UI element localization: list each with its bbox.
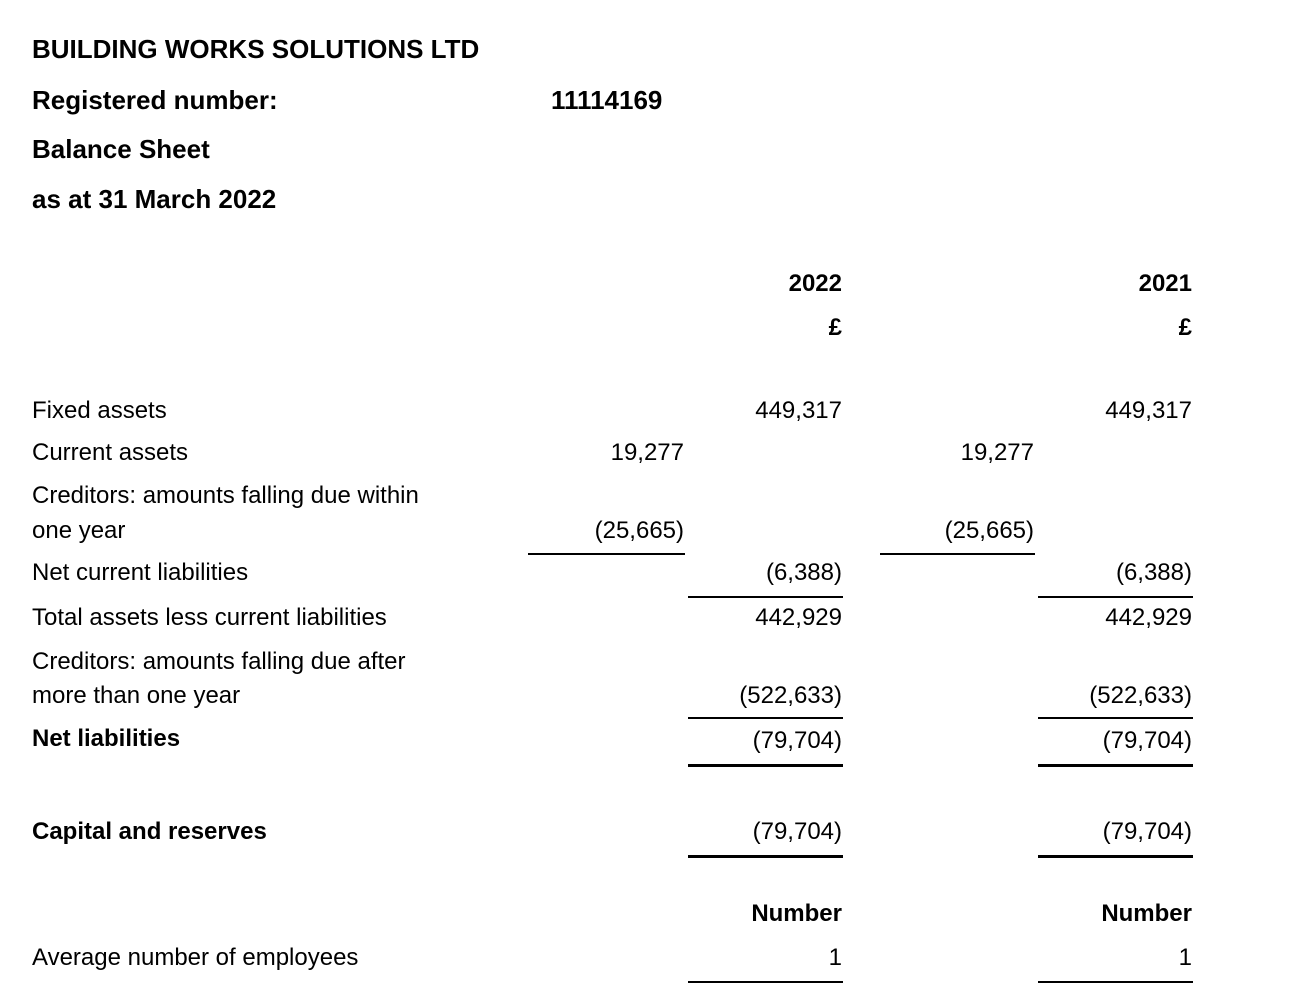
currency-current: £ xyxy=(828,314,842,341)
company-name: BUILDING WORKS SOLUTIONS LTD xyxy=(32,34,480,64)
year-prior-header: 2021 xyxy=(1138,270,1192,297)
date-line: as at 31 March 2022 xyxy=(32,184,277,214)
total-assets-less-label: Total assets less current liabilities xyxy=(32,604,387,631)
total-rule xyxy=(688,855,843,858)
net-liabilities-label: Net liabilities xyxy=(32,725,181,752)
total-assets-less-prior: 442,929 xyxy=(1105,604,1192,631)
subtotal-rule xyxy=(1038,717,1193,719)
total-rule xyxy=(1038,764,1193,767)
subtotal-rule xyxy=(1038,596,1193,598)
net-current-liabilities-current: (6,388) xyxy=(765,559,842,586)
capital-reserves-current: (79,704) xyxy=(752,818,842,845)
capital-reserves-label: Capital and reserves xyxy=(32,818,267,845)
creditors-after-label-line2: more than one year xyxy=(32,682,241,709)
creditors-after-prior: (522,633) xyxy=(1089,682,1192,709)
year-current-header: 2022 xyxy=(788,270,842,297)
total-assets-less-current: 442,929 xyxy=(755,604,842,631)
fixed-assets-current: 449,317 xyxy=(755,397,842,424)
net-liabilities-prior: (79,704) xyxy=(1102,727,1192,754)
current-assets-prior: 19,277 xyxy=(960,439,1034,466)
creditors-within-prior: (25,665) xyxy=(944,517,1034,544)
employees-label: Average number of employees xyxy=(32,944,359,971)
net-liabilities-current: (79,704) xyxy=(752,727,842,754)
subtotal-rule xyxy=(688,981,843,983)
current-assets-label: Current assets xyxy=(32,439,189,466)
net-current-liabilities-label: Net current liabilities xyxy=(32,559,249,586)
employees-current: 1 xyxy=(828,944,842,971)
subtotal-rule xyxy=(528,553,685,555)
subtotal-rule xyxy=(688,596,843,598)
number-header-prior: Number xyxy=(1101,900,1192,927)
creditors-within-label-line2: one year xyxy=(32,517,126,544)
creditors-within-current: (25,665) xyxy=(594,517,684,544)
fixed-assets-label: Fixed assets xyxy=(32,397,167,424)
total-rule xyxy=(688,764,843,767)
currency-prior: £ xyxy=(1178,314,1192,341)
subtotal-rule xyxy=(688,717,843,719)
subtotal-rule xyxy=(1038,981,1193,983)
capital-reserves-prior: (79,704) xyxy=(1102,818,1192,845)
page-title: Balance Sheet xyxy=(32,134,210,164)
total-rule xyxy=(1038,855,1193,858)
registered-number: 11114169 xyxy=(551,85,663,115)
number-header-current: Number xyxy=(751,900,842,927)
creditors-after-label-line1: Creditors: amounts falling due after xyxy=(32,648,406,675)
creditors-within-label-line1: Creditors: amounts falling due within xyxy=(32,482,419,509)
subtotal-rule xyxy=(880,553,1035,555)
employees-prior: 1 xyxy=(1178,944,1192,971)
current-assets-current: 19,277 xyxy=(610,439,684,466)
creditors-after-current: (522,633) xyxy=(739,682,842,709)
net-current-liabilities-prior: (6,388) xyxy=(1115,559,1192,586)
registered-number-label: Registered number: xyxy=(32,85,278,115)
fixed-assets-prior: 449,317 xyxy=(1105,397,1192,424)
